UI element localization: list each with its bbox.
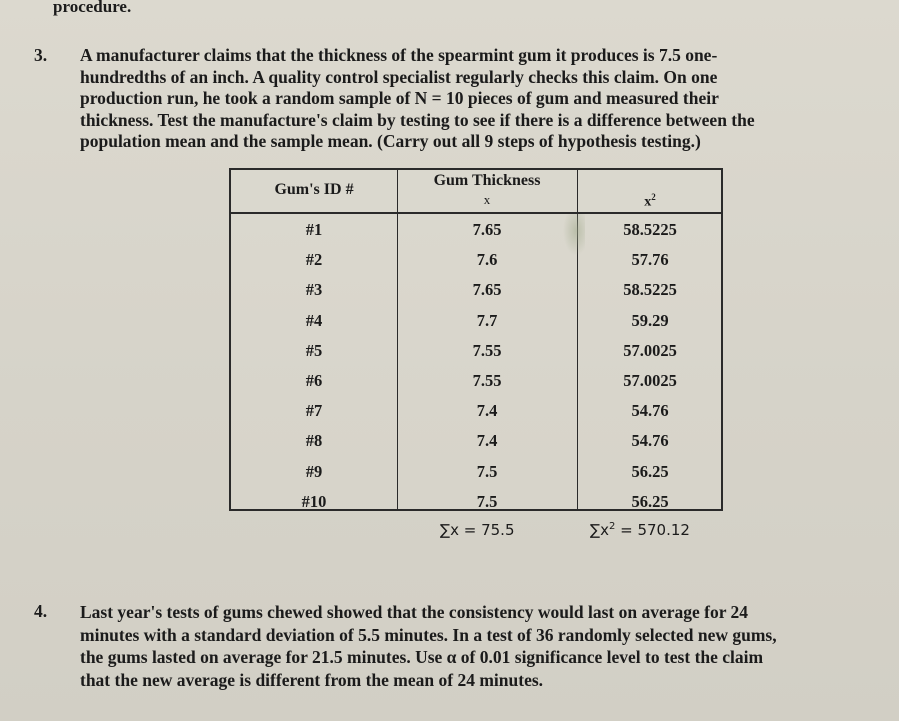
- cell-gum-id: #3: [305, 280, 323, 300]
- cell-gum-id: #2: [305, 250, 323, 270]
- sum-x: ∑x = 75.5: [440, 521, 515, 539]
- cell-x-squared: 54.76: [631, 401, 669, 421]
- problem-line: population mean and the sample mean. (Carry out all 9 steps of hypothesis testing.): [80, 131, 701, 151]
- cell-gum-id: #10: [301, 491, 327, 511]
- problem-line: minutes with a standard deviation of 5.5 minutes. In a test of 36 randomly selected new gums,: [80, 624, 777, 645]
- cell-thickness: 7.4: [476, 401, 498, 421]
- header-x-squared-exp: 2: [651, 192, 656, 202]
- problem-text: [80, 45, 755, 153]
- cell-gum-id: #5: [305, 340, 323, 360]
- gum-thickness-table: [229, 168, 723, 511]
- problem-number: 3.: [34, 45, 48, 65]
- cell-thickness: 7.5: [476, 461, 498, 481]
- cell-thickness: 7.55: [472, 371, 502, 390]
- cell-x-squared: 56.25: [631, 491, 669, 511]
- sum-x-squared-exp: 2: [608, 521, 616, 532]
- cell-thickness: 7.55: [472, 340, 502, 360]
- problem-line: Last year's tests of gums chewed showed that the consistency would last on average for 24: [80, 602, 749, 622]
- cell-thickness: 7.65: [472, 220, 502, 239]
- cell-gum-id: #7: [305, 401, 323, 421]
- cell-thickness: 7.6: [476, 250, 498, 270]
- sum-x-squared-right: = 570.12: [615, 521, 690, 539]
- cell-gum-id: #9: [305, 461, 323, 481]
- header-thickness: Gum Thickness: [433, 172, 541, 189]
- header-thickness-variable: x: [483, 192, 491, 207]
- cell-thickness: 7.65: [472, 280, 502, 300]
- cell-gum-id: #1: [305, 220, 323, 239]
- sum-x-squared-left: ∑x: [590, 521, 609, 539]
- header-x-squared: [577, 192, 723, 211]
- cell-x-squared: 57.0025: [623, 340, 677, 360]
- problem-line: production run, he took a random sample of N = 10 pieces of gum and measured their: [80, 88, 719, 108]
- cell-x-squared: 57.0025: [623, 371, 677, 390]
- cell-x-squared: 59.29: [631, 310, 669, 330]
- cell-gum-id: #8: [305, 431, 323, 451]
- problem-line: hundredths of an inch. A quality control specialist regularly checks this claim. On one: [80, 66, 718, 87]
- problem-text: [80, 601, 777, 691]
- problem-line: the gums lasted on average for 21.5 minutes. Use α of 0.01 significance level to test the claim: [80, 647, 764, 667]
- problem-number: 4.: [34, 601, 48, 621]
- cell-thickness: 7.5: [476, 491, 498, 511]
- cell-x-squared: 58.5225: [623, 220, 677, 239]
- cell-thickness: 7.4: [476, 431, 498, 451]
- paper-shadow: [563, 214, 585, 256]
- sum-x-squared: [590, 521, 690, 539]
- problem-line: thickness. Test the manufacture's claim by testing to see if there is a difference between the: [80, 109, 755, 130]
- problem-3: [34, 45, 874, 165]
- cell-thickness: 7.7: [476, 310, 498, 330]
- cell-gum-id: #4: [305, 310, 323, 330]
- cell-x-squared: 58.5225: [623, 280, 677, 300]
- cell-gum-id: #6: [305, 371, 323, 390]
- problem-4: [34, 601, 894, 711]
- cell-x-squared: 56.25: [631, 461, 669, 481]
- cell-x-squared: 57.76: [631, 250, 669, 270]
- previous-problem-tail: procedure.: [53, 0, 132, 16]
- header-x-squared-base: x: [644, 194, 652, 210]
- problem-line: A manufacturer claims that the thickness of the spearmint gum it produces is 7.5 one-: [80, 45, 718, 65]
- header-divider: [231, 212, 721, 214]
- header-gum-id: Gum's ID #: [274, 181, 354, 198]
- problem-line: that the new average is different from the mean of 24 minutes.: [80, 669, 544, 690]
- cell-x-squared: 54.76: [631, 431, 669, 451]
